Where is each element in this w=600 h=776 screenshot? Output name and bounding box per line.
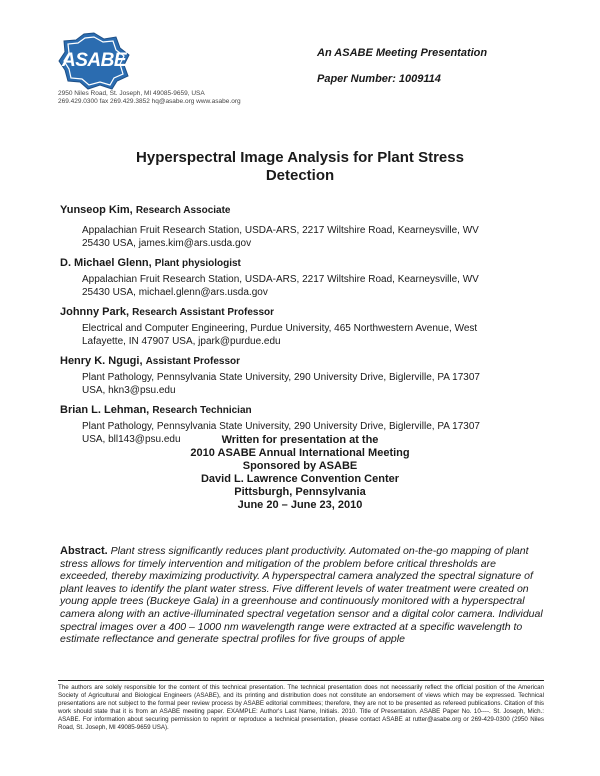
author-affiliation: Electrical and Computer Engineering, Purdue University, 465 Northwestern Avenue, West Lafayette, IN 47907 USA, jpark@purdue.edu — [82, 323, 478, 347]
abstract — [60, 545, 544, 646]
abstract-text: Plant stress significantly reduces plant productivity. Automated on-the-go mapping of plant stress allows for timely intervention and mitigation of the problem before critical thresholds are exceeded, thereby maximizing productivity. A hyperspectral camera analyzed the spectral signature of plant leaves to identify the plant water stress. Five different levels of water treatment were created on young apple trees (Buckeye Gala) in a greenhouse and continuously monitored with a hyperspectral camera along with an active-illuminated spectral vegetation sensor and a digital color camera. Individual spectral images over a 400 – 1000 nm wavelength range were extracted at a specific wavelength to estimate reflectance and generate spectral profiles for five groups of apple — [60, 545, 543, 646]
author-name: Yunseop Kim, — [60, 204, 133, 216]
logo-text: ASABE — [62, 50, 127, 71]
presentation-info: Written for presentation at the 2010 ASABE Annual International Meeting Sponsored by ASABE David L. Lawrence Convention Center Pittsburgh, Pennsylvania June 20 – June 23, 2010 — [190, 434, 410, 511]
author-name: Henry K. Ngugi, — [60, 355, 143, 367]
paper-number: Paper Number: 1009114 — [317, 73, 441, 85]
author-entry — [60, 354, 550, 397]
author-affiliation: Plant Pathology, Pennsylvania State University, 290 University Drive, Biglerville, PA 17307 USA, hkn3@psu.edu — [82, 372, 480, 396]
author-name: D. Michael Glenn, — [60, 257, 152, 269]
author-affiliation: Appalachian Fruit Research Station, USDA-ARS, 2217 Wiltshire Road, Kearneysville, WV 25430 USA, michael.glenn@ars.usda.gov — [82, 274, 479, 298]
abstract-label: Abstract. — [60, 545, 108, 557]
author-name: Brian L. Lehman, — [60, 404, 150, 416]
author-name: Johnny Park, — [60, 306, 130, 318]
asabe-address: 2950 Niles Road, St. Joseph, MI 49085-9659, USA 269.429.0300 fax 269.429.3852 hq@asabe.org www.asabe.org — [58, 90, 241, 105]
author-entry — [60, 305, 550, 348]
author-role: Assistant Professor — [145, 356, 241, 367]
author-entry — [60, 203, 550, 250]
disclaimer-footnote: The authors are solely responsible for the content of this technical presentation. The technical presentation does not necessarily reflect the official position of the American Society of Agricultural and Biological Engineers (ASABE), and its printing and distribution does not constitute an endorsement of views which may be expressed. Technical presentations are not subject to the formal peer review process by ASABE editorial committees; therefore, they are not to be presented as refereed publications. Citation of this work should state that it is from an ASABE meeting paper. EXAMPLE: Author's Last Name, Initials. 2010. Title of Presentation. ASABE Paper No. 10----. St. Joseph, Mich.: ASABE. For information about securing permission to reprint or reproduce a technical presentation, please contact ASABE at rutter@asabe.org or 269-429-0300 (2950 Niles Road, St. Joseph, MI 49085-9659 USA). — [58, 684, 544, 731]
author-list — [60, 203, 550, 452]
author-affiliation: Appalachian Fruit Research Station, USDA-ARS, 2217 Wiltshire Road, Kearneysville, WV 25430 USA, james.kim@ars.usda.gov — [82, 225, 479, 249]
author-role: Research Technician — [152, 405, 252, 416]
author-role: Plant physiologist — [154, 258, 241, 269]
author-affiliation: Plant Pathology, Pennsylvania State University, 290 University Drive, Biglerville, PA 17307 USA, bll143@psu.edu — [82, 421, 480, 445]
author-role: Research Assistant Professor — [132, 307, 275, 318]
meeting-label: An ASABE Meeting Presentation — [317, 47, 488, 59]
paper-title: Hyperspectral Image Analysis for Plant Stress Detection — [136, 149, 464, 184]
footnote-divider — [58, 680, 544, 681]
author-entry — [60, 256, 550, 299]
author-role: Research Associate — [135, 205, 231, 216]
